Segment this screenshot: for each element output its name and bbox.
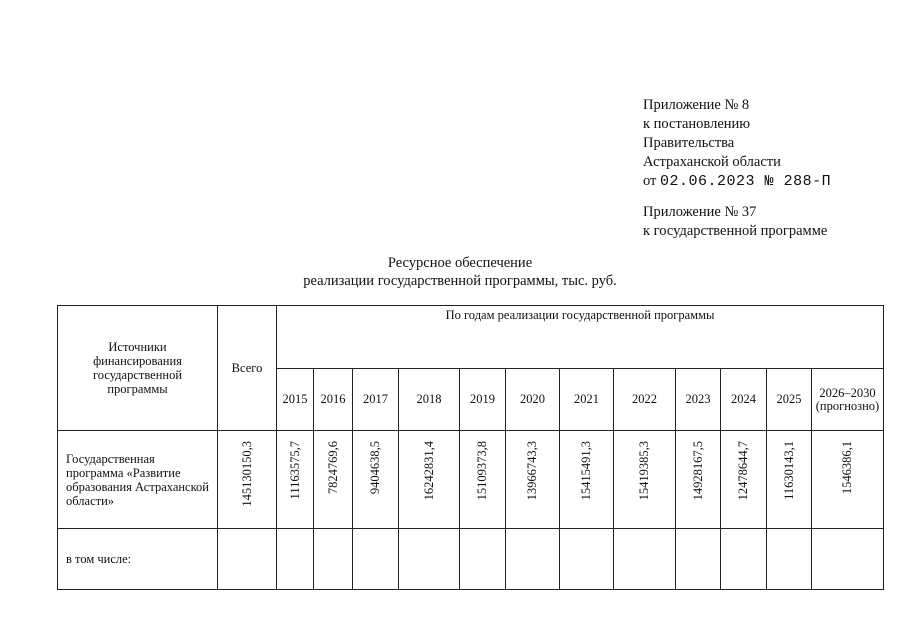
appendix-8-block	[643, 96, 831, 191]
value: 13966743,3	[525, 441, 539, 501]
row-source-program: Государственная программа «Развитие образования Астраханской области»	[58, 431, 218, 529]
value-cell	[399, 431, 460, 529]
empty-cell	[560, 529, 614, 590]
value: 15415491,3	[579, 441, 593, 501]
year-header: 2021	[560, 369, 614, 431]
year-header: 2020	[506, 369, 560, 431]
appendix-37-block	[643, 203, 827, 241]
year-header: 2025	[767, 369, 812, 431]
year-header: 2018	[399, 369, 460, 431]
value: 12478644,7	[736, 441, 750, 501]
value-cell	[560, 431, 614, 529]
appendix-8-date-line	[643, 172, 831, 191]
empty-cell	[277, 529, 314, 590]
decree-number: № 288-П	[764, 173, 832, 190]
empty-cell	[812, 529, 884, 590]
value-cell	[314, 431, 353, 529]
empty-cell	[676, 529, 721, 590]
total-header: Всего	[218, 306, 277, 431]
value: 14928167,5	[690, 441, 705, 501]
value: 15419385,3	[637, 441, 651, 501]
value-cell	[767, 431, 812, 529]
year-header-forecast: 2026–2030 (прогнозно)	[812, 369, 884, 431]
value-cell	[812, 431, 884, 529]
header-row-top	[58, 306, 884, 369]
date-prefix: от	[643, 173, 657, 189]
row-total-cell	[218, 431, 277, 529]
value: 11163575,7	[287, 441, 302, 500]
table-row	[58, 431, 884, 529]
document-title-line1: Ресурсное обеспечение	[387, 255, 533, 271]
year-header: 2019	[460, 369, 506, 431]
years-header: По годам реализации государственной программы	[277, 306, 884, 369]
empty-cell	[399, 529, 460, 590]
year-header: 2015	[277, 369, 314, 431]
value: 11630143,1	[781, 441, 796, 500]
resource-table	[57, 305, 884, 590]
document-title	[220, 254, 700, 290]
appendix-8-line4: Астраханской области	[643, 154, 781, 170]
empty-cell	[353, 529, 399, 590]
value: 1546386,1	[840, 441, 854, 495]
decree-date: 02.06.2023	[660, 173, 756, 190]
value-cell	[277, 431, 314, 529]
empty-cell	[506, 529, 560, 590]
row-source-including: в том числе:	[58, 529, 218, 590]
empty-cell	[767, 529, 812, 590]
appendix-8-line3: Правительства	[643, 135, 735, 151]
value: 7824769,6	[325, 441, 340, 495]
empty-cell	[218, 529, 277, 590]
appendix-37-line1: Приложение № 37	[643, 204, 757, 220]
value-cell	[614, 431, 676, 529]
value-cell	[506, 431, 560, 529]
year-header: 2016	[314, 369, 353, 431]
value-cell	[676, 431, 721, 529]
source-header: Источники финансирования государственной программы	[58, 306, 218, 431]
document-title-line2: реализации государственной программы, тыс. руб.	[303, 273, 617, 289]
row-total-value: 145130150,3	[239, 441, 254, 507]
appendix-8-line2: к постановлению	[643, 116, 751, 132]
appendix-8-line1: Приложение № 8	[643, 97, 750, 113]
empty-cell	[614, 529, 676, 590]
year-header: 2017	[353, 369, 399, 431]
appendix-37-line2: к государственной программе	[643, 223, 828, 239]
value: 16242831,4	[421, 441, 436, 501]
value-cell	[353, 431, 399, 529]
value-cell	[460, 431, 506, 529]
year-header: 2023	[676, 369, 721, 431]
empty-cell	[721, 529, 767, 590]
year-header: 2022	[614, 369, 676, 431]
empty-cell	[460, 529, 506, 590]
table-row	[58, 529, 884, 590]
empty-cell	[314, 529, 353, 590]
value: 15109373,8	[475, 441, 489, 501]
year-header: 2024	[721, 369, 767, 431]
value: 9404638,5	[368, 441, 382, 495]
value-cell	[721, 431, 767, 529]
